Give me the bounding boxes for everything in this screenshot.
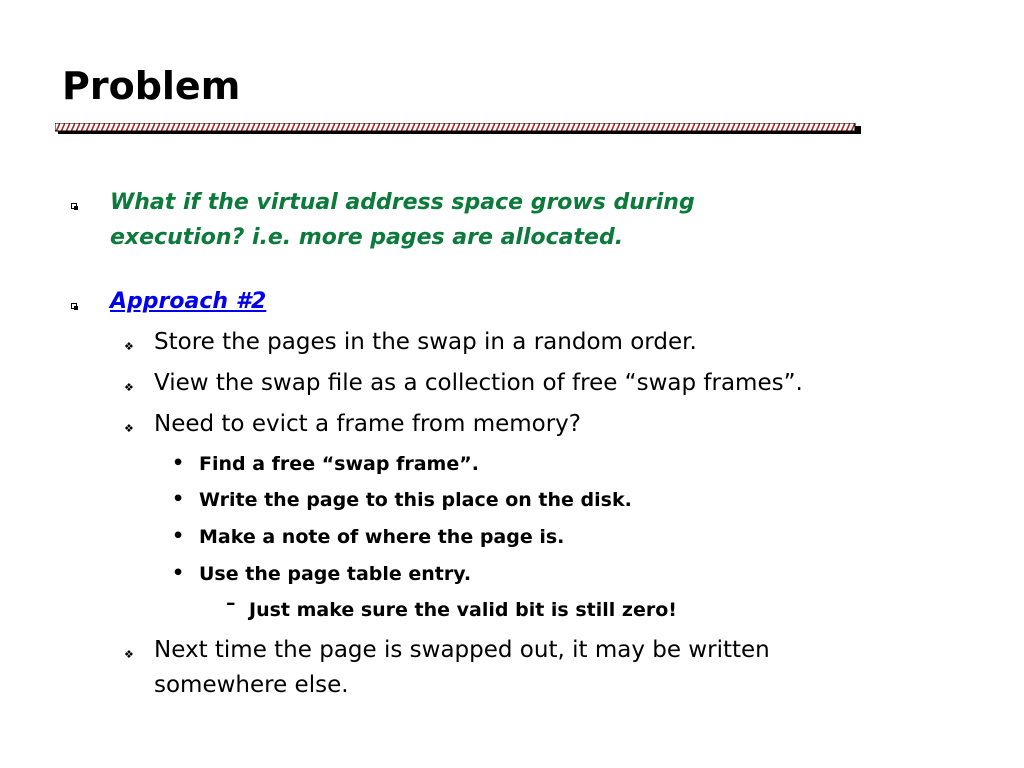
sub-sub-item-4: Use the page table entry. bbox=[199, 563, 472, 585]
dot-bullet-icon: • bbox=[172, 488, 185, 510]
dot-bullet-icon: • bbox=[172, 562, 185, 584]
sub-item-2: View the swap file as a collection of free “swap frames”. bbox=[154, 370, 803, 396]
sub-item-1: Store the pages in the swap in a random order. bbox=[154, 329, 697, 355]
sub-sub-item-1: Find a free “swap frame”. bbox=[199, 453, 479, 475]
slide-title: Problem bbox=[62, 64, 241, 108]
dot-bullet-icon: • bbox=[172, 525, 185, 547]
diamond-bullet-icon: ❖ bbox=[124, 648, 134, 661]
bullet-1-line-2: execution? i.e. more pages are allocated. bbox=[110, 225, 624, 250]
square-bullet-icon bbox=[71, 303, 77, 309]
diamond-bullet-icon: ❖ bbox=[124, 422, 134, 435]
dot-bullet-icon: • bbox=[172, 452, 185, 474]
sub-item-4-line-1: Next time the page is swapped out, it may be written bbox=[154, 637, 770, 663]
sub-sub-item-3: Make a note of where the page is. bbox=[199, 526, 565, 548]
dash-bullet-icon: – bbox=[226, 592, 236, 614]
sub-item-3: Need to evict a frame from memory? bbox=[154, 411, 582, 437]
sub-sub-sub-item-1: Just make sure the valid bit is still zero! bbox=[249, 599, 677, 621]
title-underline-rule bbox=[55, 123, 861, 134]
diamond-bullet-icon: ❖ bbox=[124, 381, 134, 394]
diamond-bullet-icon: ❖ bbox=[124, 340, 134, 353]
sub-item-4-line-2: somewhere else. bbox=[154, 672, 349, 698]
sub-sub-item-2: Write the page to this place on the disk. bbox=[199, 489, 632, 511]
square-bullet-icon bbox=[71, 203, 77, 209]
approach-link[interactable]: Approach #2 bbox=[110, 289, 267, 314]
bullet-1-line-1: What if the virtual address space grows during bbox=[110, 190, 695, 215]
